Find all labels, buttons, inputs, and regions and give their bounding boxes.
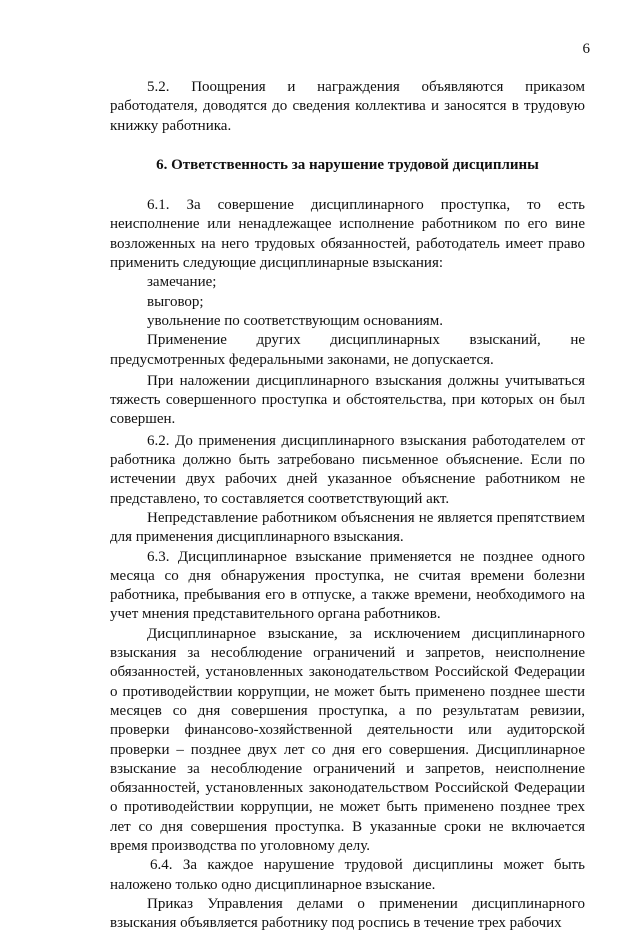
paragraph-6-1: 6.1. За совершение дисциплинарного проступка, то есть неисполнение или ненадлежащее исполнение работником по его вине возложенных на него трудовых обязанностей, работодатель имеет право применить следующие дисциплинарные взыскания: (110, 197, 585, 272)
document-body (110, 78, 585, 933)
paragraph-6-4: 6.4. За каждое нарушение трудовой дисциплины может быть наложено только одно дисциплинарное взыскание. (110, 857, 585, 893)
paragraph-severity: При наложении дисциплинарного взыскания должны учитываться тяжесть совершенного проступка и обстоятельства, при которых он был совершен. (110, 372, 585, 428)
penalty-item-dismissal: увольнение по соответствующим основаниям. (147, 312, 444, 329)
page-number: 6 (582, 41, 590, 57)
paragraph-corruption: Дисциплинарное взыскание, за исключением дисциплинарного взыскания за несоблюдение ограничений и запретов, неисполнение обязанностей, установленных законодательством Российской Федерации о противодействии коррупции, не может быть применено позднее шести месяцев со дня совершения проступка, а по результатам ревизии, проверки финансово-хозяйственной деятельности или аудиторской проверки – позднее двух лет со дня его совершения. Дисциплинарное взыскание за несоблюдение ограничений и запретов, неисполнение обязанностей, установленных законодательством Российской Федерации о противодействии коррупции, не может быть применено позднее трех лет со дня совершения проступка. В указанные сроки не включается время производства по уголовному делу. (110, 625, 585, 854)
section-heading: 6. Ответственность за нарушение трудовой дисциплины (156, 156, 539, 173)
paragraph-other-penalties: Применение других дисциплинарных взысканий, не предусмотренных федеральными законами, не допускается. (110, 332, 585, 368)
paragraph-6-3: 6.3. Дисциплинарное взыскание применяется не позднее одного месяца со дня обнаружения проступка, не считая времени болезни работника, пребывания его в отпуске, а также времени, необходимого на учет мнения представительного органа работников. (110, 548, 585, 623)
penalty-item-rebuke: выговор; (147, 293, 204, 310)
paragraph-6-2: 6.2. До применения дисциплинарного взыскания работодателем от работника должно быть затребовано письменное объяснение. Если по истечении двух рабочих дней указанное объяснение работником не представлено, то составляется соответствующий акт. (110, 432, 585, 507)
penalty-item-reprimand: замечание; (147, 274, 217, 291)
paragraph-order: Приказ Управления делами о применении дисциплинарного взыскания объявляется работнику под роспись в течение трех рабочих (110, 895, 585, 932)
paragraph-5-2: 5.2. Поощрения и награждения объявляются приказом работодателя, доводятся до сведения коллектива и заносятся в трудовую книжку работника. (110, 79, 585, 134)
paragraph-no-explanation: Непредставление работником объяснения не является препятствием для применения дисциплинарного взыскания. (110, 509, 585, 546)
